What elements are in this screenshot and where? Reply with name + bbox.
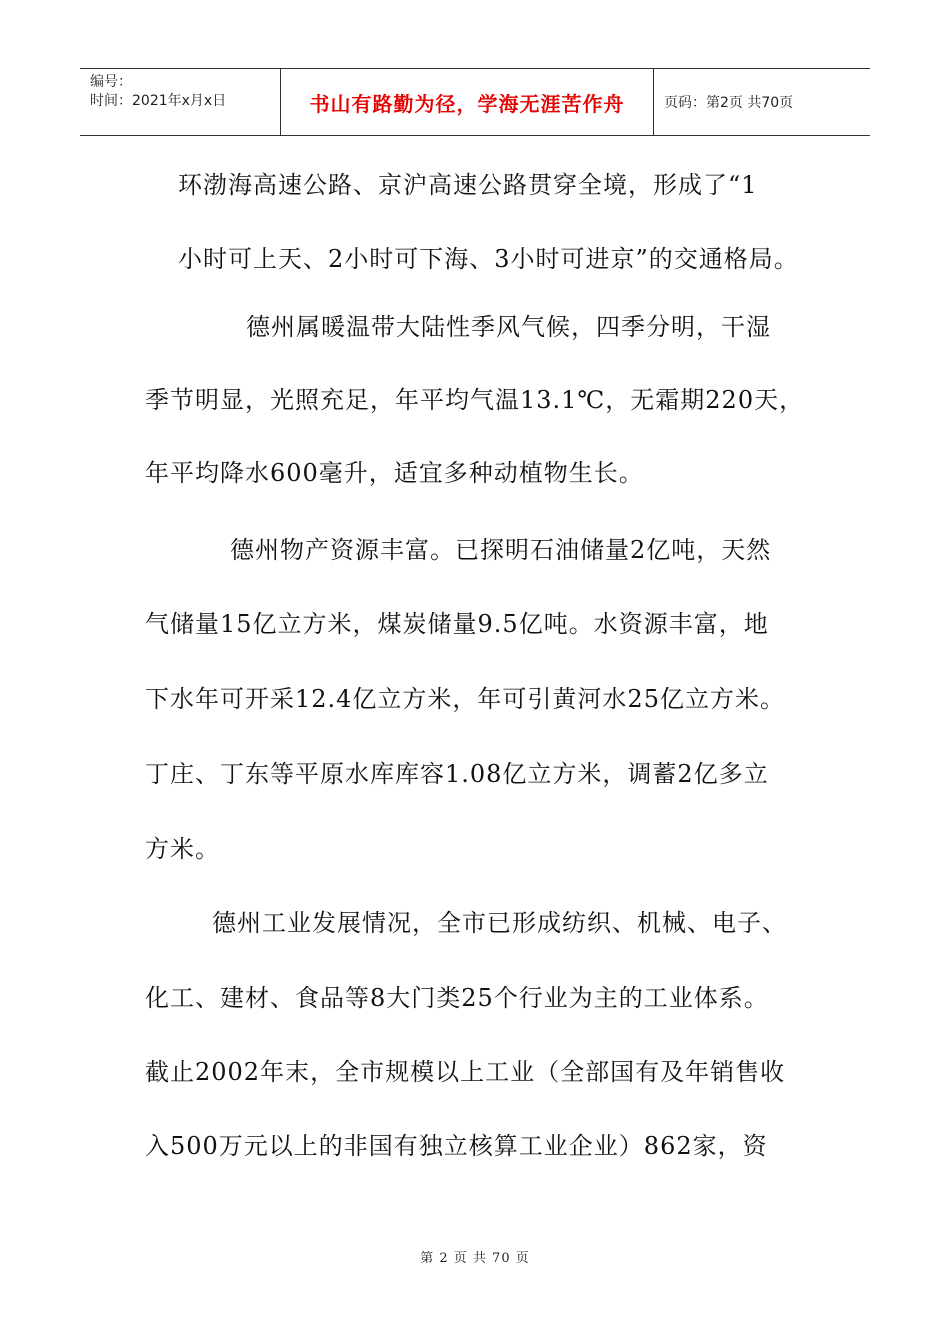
text-line: 入500万元以上的非国有独立核算工业企业）862家，资 <box>145 1132 768 1160</box>
text-line: 丁庄、丁东等平原水库库容1.08亿立方米，调蓄2亿多立 <box>145 760 769 788</box>
time-label: 时间：2021年x月x日 <box>90 93 227 109</box>
text-line: 德州物产资源丰富。已探明石油储量2亿吨，天然 <box>230 536 772 564</box>
text-line: 下水年可开采12.4亿立方米，年可引黄河水25亿立方米。 <box>145 685 785 713</box>
text-line: 德州属暖温带大陆性季风气候，四季分明，干湿 <box>246 313 771 341</box>
text-line: 德州工业发展情况，全市已形成纺织、机械、电子、 <box>212 909 787 937</box>
text-line: 化工、建材、食品等8大门类25个行业为主的工业体系。 <box>145 984 769 1012</box>
text-line: 年平均降水600毫升，适宜多种动植物生长。 <box>145 459 644 487</box>
text-line: 小时可上天、2小时可下海、3小时可进京”的交通格局。 <box>178 245 799 273</box>
header-meta <box>80 69 281 135</box>
text-line: 季节明显，光照充足，年平均气温13.1℃，无霜期220天， <box>145 386 805 414</box>
text-line: 截止2002年末，全市规模以上工业（全部国有及年销售收 <box>145 1058 786 1086</box>
page-header <box>80 68 870 136</box>
text-line: 方米。 <box>145 835 220 863</box>
text-line: 环渤海高速公路、京沪高速公路贯穿全境，形成了“1 <box>178 171 758 199</box>
header-page-info: 页码：第2页 共70页 <box>664 95 794 111</box>
number-label: 编号： <box>90 74 132 90</box>
header-motto: 书山有路勤为径，学海无涯苦作舟 <box>281 69 654 135</box>
page-footer: 第 2 页 共 70 页 <box>420 1251 530 1266</box>
text-line: 气储量15亿立方米，煤炭储量9.5亿吨。水资源丰富，地 <box>145 610 769 638</box>
